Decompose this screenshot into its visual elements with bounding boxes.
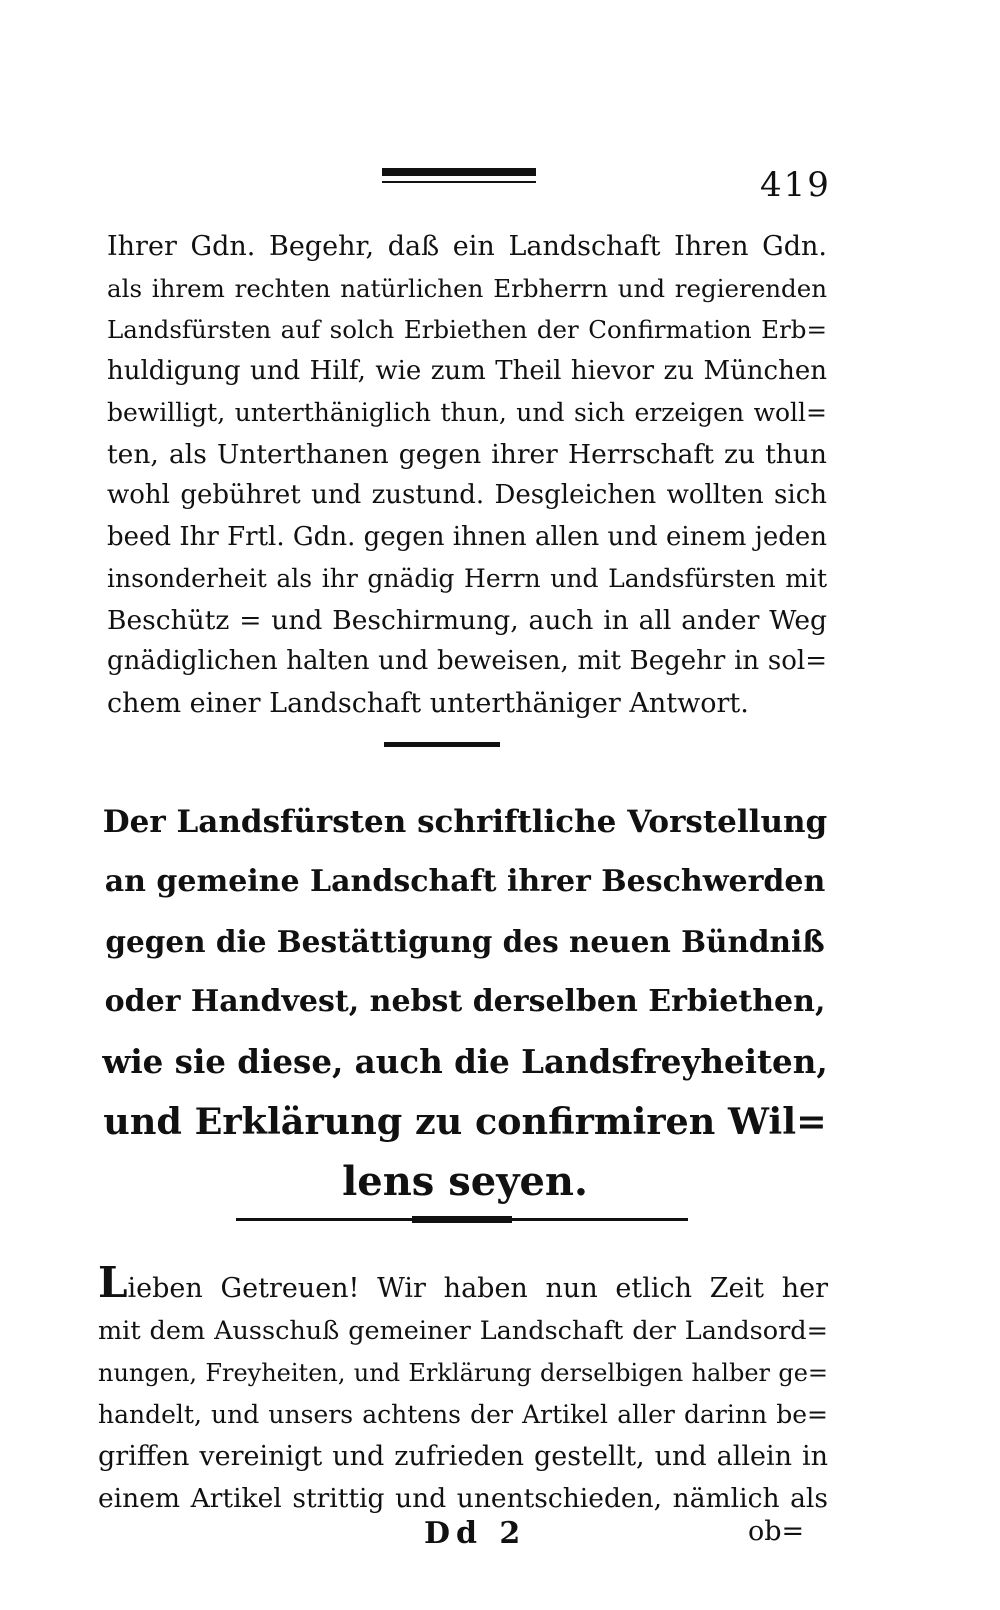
- text-line: Landsfürsten auf solch Erbiethen der Confirmation Erb=: [107, 315, 827, 344]
- text-line: griffen vereinigt und zufrieden gestellt, und allein in: [98, 1441, 828, 1472]
- text-line: wohl gebühret und zustund. Desgleichen wollten sich: [107, 480, 827, 510]
- text-line: beed Ihr Frtl. Gdn. gegen ihnen allen und einem jeden: [107, 521, 827, 552]
- header-rule-thick: [382, 168, 536, 176]
- header-rule: [382, 168, 536, 188]
- header-rule-thin: [382, 181, 536, 183]
- text-line: ten, als Unterthanen gegen ihrer Herrschaft zu thun: [107, 438, 827, 470]
- heading-line: wie sie diese, auch die Landsfreyheiten,: [102, 1042, 828, 1081]
- text-line: mit dem Ausschuß gemeiner Landschaft der Landsord=: [98, 1316, 828, 1346]
- catchword: ob=: [748, 1516, 805, 1547]
- heading-line: Der Landsfürsten schriftliche Vorstellung: [102, 804, 828, 840]
- text-line: einem Artikel strittig und unentschieden, nämlich als: [98, 1483, 828, 1514]
- heading-line: an gemeine Landschaft ihrer Beschwerden: [104, 864, 826, 899]
- section-heading: [100, 792, 830, 1212]
- text-line: [98, 1258, 828, 1310]
- text-line: Ihrer Gdn. Begehr, daß ein Landschaft Ihren Gdn.: [107, 231, 827, 262]
- text-line: Beschütz = und Beschirmung, auch in all ander Weg: [107, 604, 827, 636]
- section-divider: [384, 742, 500, 747]
- text-line: huldigung und Hilf, wie zum Theil hievor zu München: [107, 355, 827, 386]
- heading-line: gegen die Bestättigung des neuen Bündniß: [105, 924, 825, 959]
- letter-paragraph: [98, 1258, 828, 1520]
- heading-divider-ornament: [412, 1216, 512, 1223]
- signature-mark: Dd 2: [424, 1516, 527, 1551]
- heading-line: lens seyen.: [342, 1158, 588, 1205]
- text-line: gnädiglichen halten und beweisen, mit Begehr in sol=: [107, 646, 827, 676]
- page-number: 419: [760, 165, 831, 205]
- text-line: nungen, Freyheiten, und Erklärung derselbigen halber ge=: [98, 1359, 828, 1387]
- text-line: handelt, und unsers achtens der Artikel aller darinn be=: [98, 1400, 828, 1429]
- text-line: insonderheit als ihr gnädig Herrn und Landsfürsten mit: [107, 564, 827, 593]
- text-line: als ihrem rechten natürlichen Erbherrn und regierenden: [107, 273, 827, 303]
- text-line: bewilligt, unterthäniglich thun, und sich erzeigen woll=: [107, 398, 827, 427]
- text-line: chem einer Landschaft unterthäniger Antwort.: [107, 687, 749, 719]
- body-paragraph: [107, 226, 827, 724]
- heading-line: oder Handvest, nebst derselben Erbiethen,: [104, 984, 826, 1019]
- heading-divider: [236, 1218, 688, 1221]
- text-line-rest: ieben Getreuen! Wir haben nun etlich Zeit her: [127, 1273, 828, 1304]
- heading-line: und Erklärung zu confirmiren Wil=: [103, 1100, 827, 1143]
- drop-cap: L: [98, 1258, 128, 1307]
